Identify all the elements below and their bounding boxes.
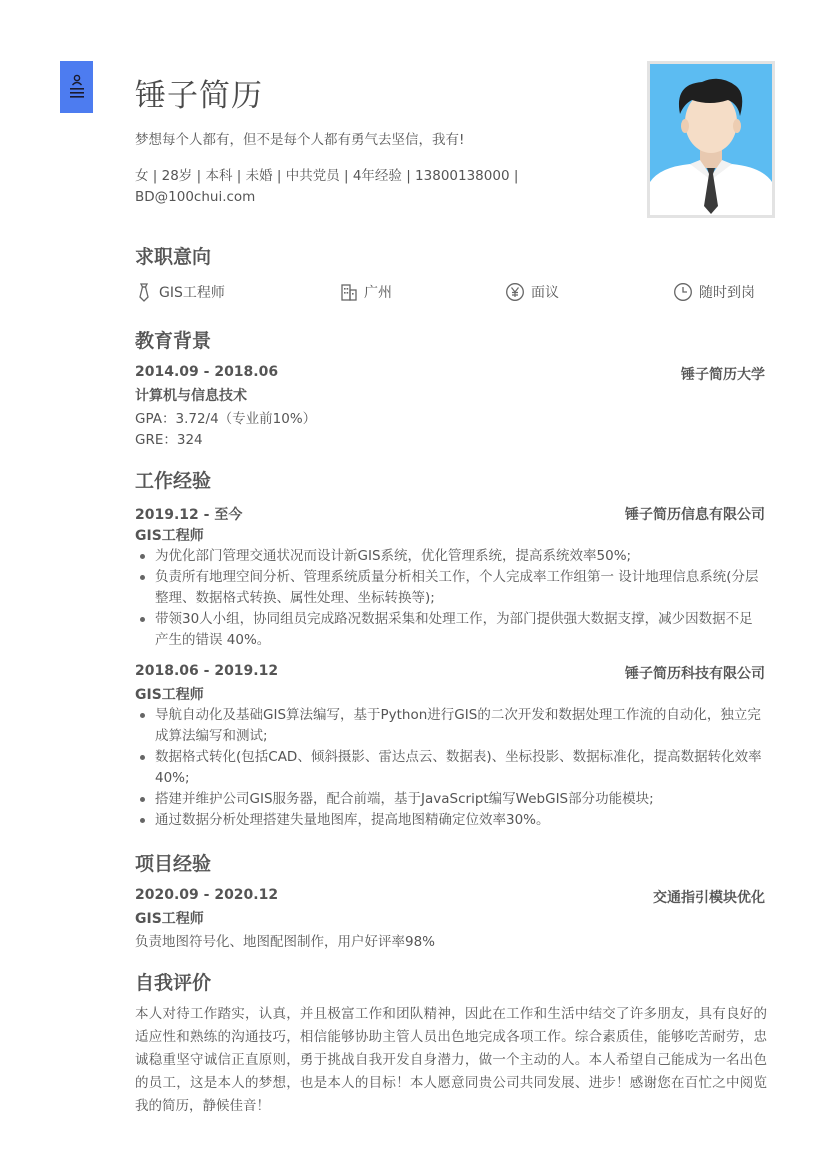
education-school: 锤子简历大学 xyxy=(681,367,765,383)
self-evaluation-text: 本人对待工作踏实，认真，并且极富工作和团队精神，因此在工作和生活中结交了许多朋友，具有良好的适应性和熟练的沟通技巧，相信能够协助主管人员出色地完成各项工作。综合素质佳，能够吃苦耐劳，忠诚稳重坚守诚信正直原则，勇于挑战自我开发自身潜力，做一个主动的人。本人希望自己能成为一名出色的员工，这是本人的梦想，也是本人的目标！本人愿意同贵公司共同发展、进步！感谢您在百忙之中阅览我的简历，静候佳音！ xyxy=(135,1006,767,1114)
work-2-company: 锤子简历科技有限公司 xyxy=(625,666,765,682)
yen-icon xyxy=(505,282,525,302)
intent-row xyxy=(135,282,765,304)
section-title-work: 工作经验 xyxy=(135,470,212,492)
resume-logo-icon xyxy=(68,73,86,101)
work-1-company: 锤子简历信息有限公司 xyxy=(625,507,765,523)
intent-position-label: GIS工程师 xyxy=(159,285,225,301)
personal-info: 女 | 28岁 | 本科 | 未婚 | 中共党员 | 4年经验 | 13800138000 | BD@100chui.com xyxy=(135,168,519,205)
list-item: 搭建并维护公司GIS服务器，配合前端，基于JavaScript编写WebGIS部分功能模块; xyxy=(135,789,765,810)
resume-logo-tab xyxy=(60,61,93,113)
education-date: 2014.09 - 2018.06 xyxy=(135,364,279,380)
project-desc: 负责地图符号化、地图配图制作，用户好评率98% xyxy=(135,934,436,950)
avatar-illustration xyxy=(650,64,772,215)
project-date: 2020.09 - 2020.12 xyxy=(135,887,279,903)
education-gpa: GPA：3.72/4（专业前10%） xyxy=(135,411,317,427)
tie-icon xyxy=(135,282,153,302)
list-item: 负责所有地理空间分析、管理系统质量分析相关工作，个人完成率工作组第一 设计地理信息系统(分层整理、数据格式转换、属性处理、坐标转换等); xyxy=(135,567,765,609)
section-title-education: 教育背景 xyxy=(135,330,212,352)
education-gre: GRE：324 xyxy=(135,432,203,448)
section-title-project: 项目经验 xyxy=(135,853,212,875)
section-title-intent: 求职意向 xyxy=(135,246,212,268)
intent-city xyxy=(340,282,392,302)
motto: 梦想每个人都有，但不是每个人都有勇气去坚信，我有! xyxy=(135,132,465,148)
work-2-date: 2018.06 - 2019.12 xyxy=(135,663,279,679)
work-2-role: GIS工程师 xyxy=(135,687,204,703)
education-major: 计算机与信息技术 xyxy=(135,388,247,404)
profile-photo xyxy=(647,61,775,218)
list-item: 通过数据分析处理搭建失量地图库，提高地图精确定位效率30%。 xyxy=(135,810,765,831)
list-item: 带领30人小组，协同组员完成路况数据采集和处理工作，为部门提供强大数据支撑，减少因数据不足产生的错误 40%。 xyxy=(135,609,765,651)
work-1-bullets xyxy=(135,546,765,651)
intent-availability xyxy=(673,282,755,302)
clock-icon xyxy=(673,282,693,302)
intent-availability-label: 随时到岗 xyxy=(699,285,755,301)
list-item: 导航自动化及基础GIS算法编写，基于Python进行GIS的二次开发和数据处理工作流的自动化，独立完成算法编写和测试; xyxy=(135,705,765,747)
project-role: GIS工程师 xyxy=(135,911,204,927)
list-item: 为优化部门管理交通状况而设计新GIS系统，优化管理系统，提高系统效率50%; xyxy=(135,546,765,567)
work-1-date: 2019.12 - 至今 xyxy=(135,507,243,523)
intent-position xyxy=(135,282,225,302)
list-item: 数据格式转化(包括CAD、倾斜摄影、雷达点云、数据表)、坐标投影、数据标准化，提高数据转化效率40%; xyxy=(135,747,765,789)
work-1-role: GIS工程师 xyxy=(135,528,204,544)
intent-salary xyxy=(505,282,559,302)
intent-salary-label: 面议 xyxy=(531,285,559,301)
section-title-self: 自我评价 xyxy=(135,972,212,994)
project-name: 交通指引模块优化 xyxy=(653,890,765,906)
candidate-name: 锤子简历 xyxy=(135,78,263,114)
work-2-bullets xyxy=(135,705,765,831)
building-icon xyxy=(340,282,358,302)
intent-city-label: 广州 xyxy=(364,285,392,301)
